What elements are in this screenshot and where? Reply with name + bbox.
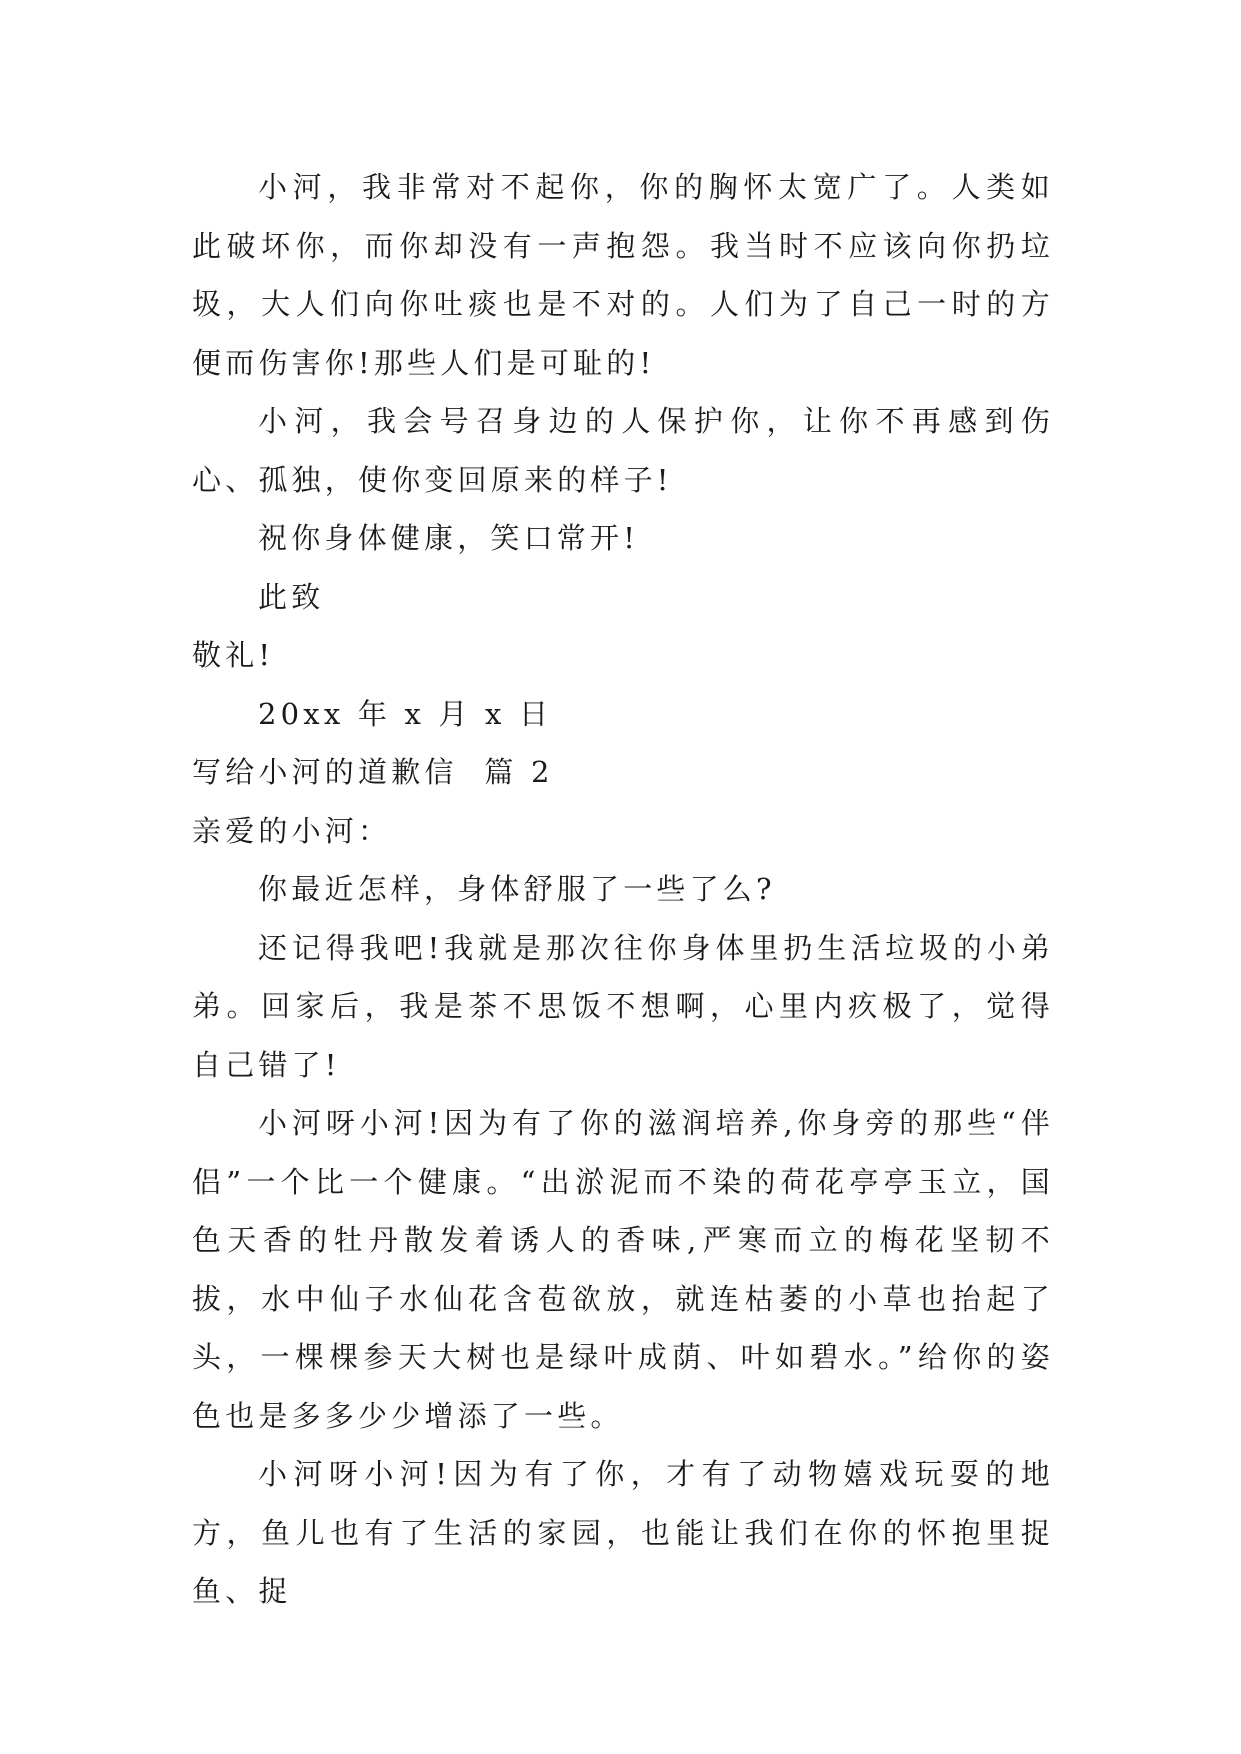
paragraph-promise: 小河，我会号召身边的人保护你，让你不再感到伤心、孤独，使你变回原来的样子!: [192, 404, 1054, 497]
letter-date: 20xx 年 x 月 x 日: [258, 696, 553, 731]
paragraph-animals: 小河呀小河!因为有了你，才有了动物嬉戏玩耍的地方，鱼儿也有了生活的家园，也能让我们在你的怀抱里捉鱼、捉: [192, 1457, 1054, 1608]
paragraph-greeting: 你最近怎样，身体舒服了一些了么?: [258, 872, 776, 906]
paragraph-apology: 小河，我非常对不起你，你的胸怀太宽广了。人类如此破坏你，而你却没有一声抱怨。我当时不应该向你扔垃圾，大人们向你吐痰也是不对的。人们为了自己一时的方便而伤害你!那些人们是可耻的!: [192, 170, 1054, 380]
paragraph-wish: 祝你身体健康，笑口常开!: [258, 521, 640, 555]
paragraph-remember: 还记得我吧!我就是那次往你身体里扔生活垃圾的小弟弟。回家后，我是茶不思饭不想啊，心里内疚极了，觉得自己错了!: [192, 930, 1054, 1082]
document-body: [192, 158, 1054, 1621]
closing-cizhi: 此致: [258, 579, 325, 614]
salutation: 亲爱的小河：: [192, 813, 392, 848]
paragraph-companions: 小河呀小河!因为有了你的滋润培养,你身旁的那些“伴侣”一个比一个健康。“出淤泥而不染的荷花亭亭玉立，国色天香的牡丹散发着诱人的香味,严寒而立的梅花坚韧不拔，水中仙子水仙花含苞欲放，就连枯萎的小草也抬起了头，一棵棵参天大树也是绿叶成荫、叶如碧水。”给你的姿色也是多多少少增添了一些。: [192, 1106, 1054, 1433]
closing-jingli: 敬礼!: [192, 638, 275, 672]
section-title: 写给小河的道歉信 篇 2: [192, 755, 554, 789]
